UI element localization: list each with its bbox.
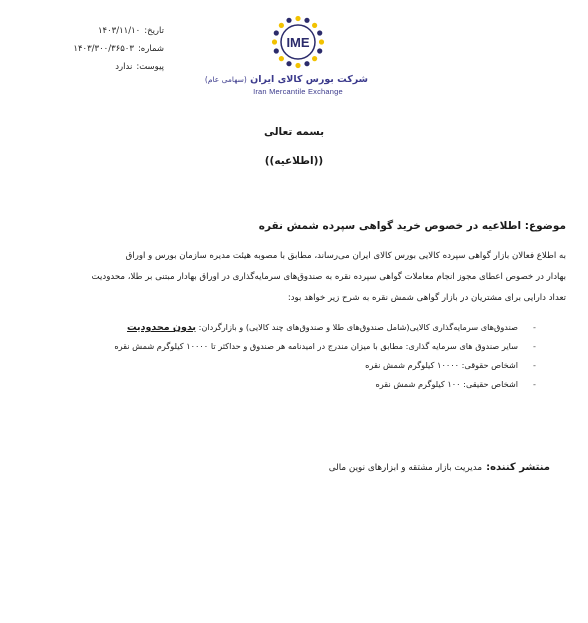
logo-dot [317, 48, 322, 53]
paragraph-line: به اطلاع فعالان بازار گواهی سپرده کالایی بورس کالای ایران می‌رساند، مطابق با مصوبه هیئت مدیره سازمان بورس و اوراق [125, 251, 566, 261]
letter-meta [54, 22, 164, 76]
body-paragraph [36, 246, 566, 309]
logo-dot [304, 61, 309, 66]
list-item: - اشخاص حقوقی: ۱۰۰۰۰ کیلوگرم شمش نقره [58, 356, 518, 375]
logo-dot [317, 30, 322, 35]
ime-logo-icon [270, 14, 326, 70]
list-bullet: - [533, 360, 536, 370]
logo-dot [279, 56, 284, 61]
logo-dot [295, 16, 300, 21]
publisher-line [30, 462, 550, 473]
list-item: - اشخاص حقیقی: ۱۰۰ کیلوگرم شمش نقره [58, 375, 518, 394]
paragraph-line: بهادار در خصوص اعطای مجوز انجام معاملات گواهی سپرده نقره به صندوق‌های سرمایه‌گذاری در اوراق بهادار مبتنی بر طلا، محدودیت [91, 272, 566, 282]
logo-dot [312, 23, 317, 28]
list-bullet: - [533, 341, 536, 351]
paragraph-line: تعداد دارایی برای مشتریان در بازار گواهی شمش نقره به شرح زیر خواهد بود: [287, 293, 566, 303]
company-logo [204, 14, 368, 114]
logo-dot [272, 39, 277, 44]
bismillah-heading: بسمه تعالی [263, 126, 325, 138]
list-bullet: - [533, 379, 536, 389]
notice-title: ((اطلاعیه)) [264, 155, 324, 167]
list-bullet: - [533, 322, 536, 332]
company-name-fa: شرکت بورس کالای ایران (سهامی عام) [204, 74, 368, 85]
publisher-label: منتشر کننده: [486, 462, 550, 473]
logo-dot [295, 63, 300, 68]
logo-dot [274, 48, 279, 53]
logo-dot [319, 39, 324, 44]
meta-attachment: پیوست:ندارد [115, 62, 164, 72]
subject-line: موضوع: اطلاعیه در خصوص خرید گواهی سپرده شمش نقره [258, 220, 566, 232]
logo-dot [286, 18, 291, 23]
logo-dot [312, 56, 317, 61]
publisher-value: مدیریت بازار مشتقه و ابزارهای نوین مالی [328, 463, 483, 473]
logo-dot [286, 61, 291, 66]
list-item: - سایر صندوق های سرمایه گذاری: مطابق با میزان مندرج در امیدنامه هر صندوق و حداکثر تا ۱۰۰۰۰ کیلوگرم شمش نقره [58, 337, 518, 356]
logo-dot [304, 18, 309, 23]
logo-dot [279, 23, 284, 28]
meta-number: شماره:۱۴۰۳/۳۰۰/۳۶۵۰۳ [73, 44, 164, 54]
unlimited-emphasis: بدون محدودیت [127, 322, 196, 333]
meta-date: تاریخ:۱۴۰۳/۱۱/۱۰ [97, 26, 164, 36]
limits-list [58, 318, 536, 394]
logo-dot [274, 30, 279, 35]
company-name-en: Iran Mercantile Exchange [253, 87, 343, 96]
list-item: - صندوق‌های سرمایه‌گذاری کالایی(شامل صندوق‌های طلا و صندوق‌های چند کالایی) و بازارگردان: بدون محدودیت [58, 318, 518, 337]
logo-mark-text: IME [286, 35, 310, 50]
